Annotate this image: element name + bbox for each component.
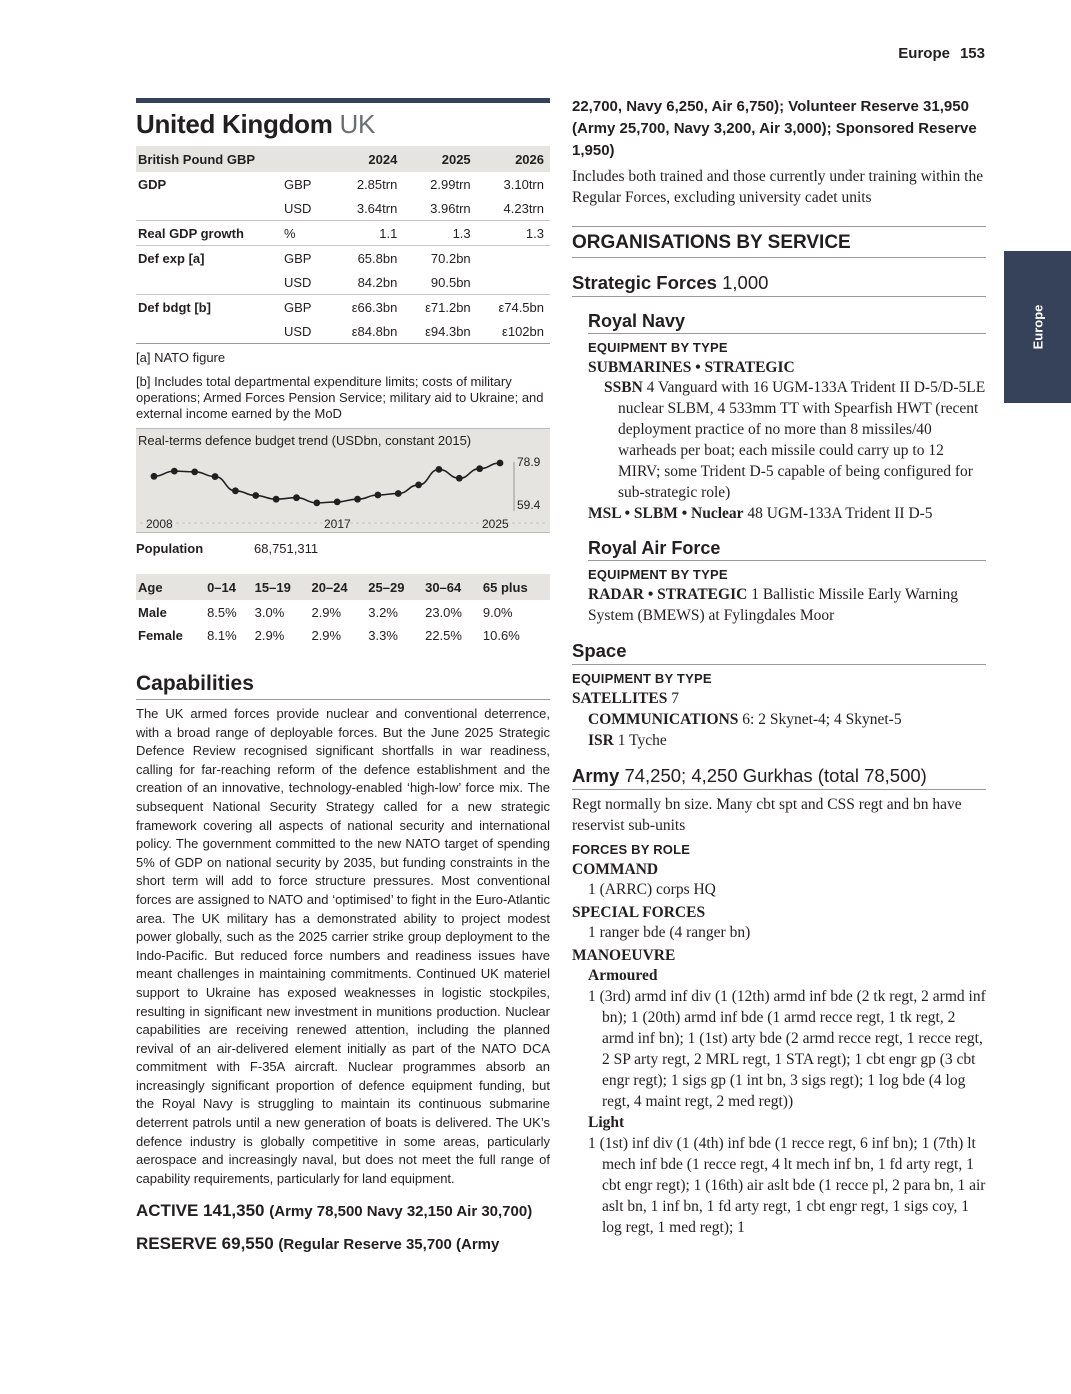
left-column xyxy=(136,98,550,1256)
econ-cell: ε84.8bn xyxy=(330,319,403,344)
royal-navy-section xyxy=(588,311,986,524)
econ-cell: Def bdgt [b] xyxy=(136,295,284,320)
active-personnel xyxy=(136,1200,550,1223)
active-label: ACTIVE 141,350 xyxy=(136,1201,265,1221)
age-cell: 2.9% xyxy=(311,605,342,620)
light-label: Light xyxy=(588,1114,625,1131)
econ-cell: 1.1 xyxy=(330,221,403,246)
econ-header-cell: 2025 xyxy=(403,146,476,172)
equipment-by-type-label: EQUIPMENT BY TYPE xyxy=(588,567,728,582)
country-code: UK xyxy=(339,109,376,139)
population-value: 68,751,311 xyxy=(254,541,319,556)
manoeuvre-label: MANOEUVRE xyxy=(572,947,676,964)
econ-cell: ε74.5bn xyxy=(477,295,550,320)
note-b: [b] Includes total departmental expenditure limits; costs of military operations; Armed Forces Pension Service; military aid to Ukraine; and external income earned by the MoD xyxy=(136,374,544,421)
econ-cell: 3.96trn xyxy=(430,200,471,216)
age-cell: 3.3% xyxy=(368,628,398,643)
data-point xyxy=(151,473,158,480)
econ-cell: 84.2bn xyxy=(357,274,398,290)
msl-label: MSL • SLBM • Nuclear xyxy=(588,505,744,522)
economic-table xyxy=(136,146,550,344)
data-point xyxy=(456,475,463,482)
econ-cell: Def exp [a] xyxy=(136,246,284,271)
econ-cell: ε102bn xyxy=(477,319,550,344)
econ-row xyxy=(136,172,550,196)
data-point xyxy=(191,468,198,475)
age-cell: 3.0% xyxy=(254,605,285,620)
econ-cell: ε71.2bn xyxy=(403,295,476,320)
satellites-entry xyxy=(572,688,986,709)
age-header-cell: Age xyxy=(136,574,205,600)
econ-cell: 1.3 xyxy=(403,221,476,246)
command-label: COMMAND xyxy=(572,861,659,878)
army-title: Army xyxy=(572,765,620,786)
econ-row xyxy=(136,319,550,344)
data-point xyxy=(436,466,443,473)
econ-cell: 2.85trn xyxy=(356,176,398,192)
population-line xyxy=(136,541,550,556)
running-header xyxy=(898,45,985,62)
equipment-by-type-label: EQUIPMENT BY TYPE xyxy=(588,340,728,355)
age-row xyxy=(136,623,550,646)
data-point xyxy=(395,490,402,497)
communications-entry xyxy=(572,709,986,730)
age-row xyxy=(136,600,550,623)
forces-by-role-label: FORCES BY ROLE xyxy=(572,842,691,857)
communications-text: 6: 2 Skynet-4; 4 Skynet-5 xyxy=(742,711,902,728)
econ-cell: % xyxy=(284,221,330,246)
data-point xyxy=(497,460,504,467)
econ-cell: 1.3 xyxy=(477,221,550,246)
econ-header-cell: British Pound GBP xyxy=(136,146,284,172)
econ-cell: 70.2bn xyxy=(403,246,476,271)
age-cell: 23.0% xyxy=(425,605,462,620)
equipment-by-type-label: EQUIPMENT BY TYPE xyxy=(572,671,712,686)
econ-cell: 90.5bn xyxy=(430,274,471,290)
econ-cell: GBP xyxy=(284,246,330,271)
reserve-label: RESERVE 69,550 xyxy=(136,1234,274,1254)
econ-row xyxy=(136,295,550,320)
strategic-forces-title: Strategic Forces xyxy=(572,272,717,293)
econ-cell xyxy=(477,270,550,295)
training-note: Includes both trained and those currently under training within the Regular Forces, excluding university cadet units xyxy=(572,168,984,206)
age-header-cell: 30–64 xyxy=(423,574,481,600)
submarines-category: SUBMARINES • STRATEGIC xyxy=(588,359,795,376)
data-point xyxy=(273,496,280,503)
country-title xyxy=(136,109,550,140)
econ-cell: USD xyxy=(284,274,312,290)
page-number: 153 xyxy=(959,45,985,62)
age-cell: 8.5% xyxy=(207,605,237,620)
budget-trend-chart xyxy=(136,428,550,533)
econ-header-cell: 2024 xyxy=(330,146,403,172)
econ-cell: ε94.3bn xyxy=(403,319,476,344)
age-header-cell: 20–24 xyxy=(309,574,366,600)
organisations-heading: ORGANISATIONS BY SERVICE xyxy=(572,226,986,258)
age-table xyxy=(136,574,550,646)
econ-row xyxy=(136,221,550,246)
special-forces-label: SPECIAL FORCES xyxy=(572,904,706,921)
special-forces-text: 1 ranger bde (4 ranger bn) xyxy=(588,924,751,941)
econ-row xyxy=(136,270,550,295)
strategic-forces-heading xyxy=(572,272,986,297)
econ-cell xyxy=(136,319,284,344)
econ-cell: Real GDP growth xyxy=(136,221,284,246)
econ-cell: GDP xyxy=(138,176,167,192)
age-header-cell: 0–14 xyxy=(205,574,253,600)
army-count: 74,250; 4,250 Gurkhas (total 78,500) xyxy=(624,765,927,786)
age-cell: 10.6% xyxy=(482,628,520,643)
econ-cell: ε66.3bn xyxy=(330,295,403,320)
econ-cell xyxy=(136,270,284,295)
data-point xyxy=(354,496,361,503)
light-text: 1 (1st) inf div (1 (4th) inf bde (1 recce regt, 6 inf bn); 1 (7th) lt mech inf bde (1 recce regt, 4 lt mech inf bn, 1 fd arty regt, 1 cbt engr regt); 1 (16th) air aslt bde (1 recce pl, 2 para bn, 1 air aslt bn, 1 inf bn, 1 fd arty regt, 1 cbt engr regt, 1 sigs coy, 1 log regt, 1 med regt); 1 xyxy=(588,1135,986,1236)
x-tick-label: 2017 xyxy=(324,517,351,531)
population-label: Population xyxy=(136,541,204,556)
econ-cell xyxy=(477,246,550,271)
data-point xyxy=(476,465,483,472)
econ-cell xyxy=(136,196,284,221)
space-heading: Space xyxy=(572,640,986,665)
isr-label: ISR xyxy=(588,732,614,749)
msl-text: 48 UGM-133A Trident II D-5 xyxy=(747,505,933,522)
strategic-forces-count: 1,000 xyxy=(722,272,769,293)
data-point xyxy=(334,498,341,505)
econ-row xyxy=(136,246,550,271)
data-point xyxy=(252,492,259,499)
econ-cell: 3.64trn xyxy=(356,200,398,216)
econ-cell: USD xyxy=(284,200,312,216)
active-detail: (Army 78,500 Navy 32,150 Air 30,700) xyxy=(269,1203,533,1221)
data-point xyxy=(212,473,219,480)
command-text: 1 (ARRC) corps HQ xyxy=(588,881,716,898)
age-cell: 9.0% xyxy=(482,605,513,620)
data-point xyxy=(374,492,381,499)
royal-air-force-section xyxy=(588,538,986,626)
armoured-text: 1 (3rd) armd inf div (1 (12th) armd inf bde (2 tk regt, 2 armd inf bn); 1 (20th) armd inf bde (1 armd recce regt, 1 tk regt, 2 armd inf bn); 1 (1st) arty bde (2 armd recce regt, 1 recce regt, 2 SP arty regt, 2 MRL regt, 1 STA regt); 1 cbt engr gp (3 cbt engr regt); 1 sigs gp (1 int bn, 3 sigs regt); 1 log bde (4 log regt, 4 maint regt, 2 med regt)) xyxy=(588,988,986,1110)
armoured-label: Armoured xyxy=(588,967,658,984)
age-cell: 2.9% xyxy=(254,628,285,643)
age-cell: 22.5% xyxy=(425,628,462,643)
age-cell: Male xyxy=(138,605,167,620)
side-tab xyxy=(1004,251,1071,403)
capabilities-heading: Capabilities xyxy=(136,672,550,700)
econ-cell: 2.99trn xyxy=(430,176,471,192)
econ-cell: USD xyxy=(284,319,330,344)
country-name: United Kingdom xyxy=(136,109,333,139)
reserve-continuation: 22,700, Navy 6,250, Air 6,750); Volunteer Reserve 31,950 (Army 25,700, Navy 3,200, Air 3,000); Sponsored Reserve 1,950) xyxy=(572,98,977,159)
note-a: [a] NATO figure xyxy=(136,350,226,365)
econ-cell: GBP xyxy=(284,176,312,192)
ssbn-text: 4 Vanguard with 16 UGM-133A Trident II D-5/D-5LE nuclear SLBM, 4 533mm TT with Spearfish HWT (recent deployment practice of no more than 8 missiles/40 warheads per boat; each missile could carry up to 12 MIRV; some Trident D-5 capable of being configured for sub-strategic role) xyxy=(618,379,986,501)
isr-text: 1 Tyche xyxy=(617,732,667,749)
right-column xyxy=(572,96,986,1238)
age-cell: 2.9% xyxy=(311,628,342,643)
age-header-row xyxy=(136,574,550,600)
age-cell: 3.2% xyxy=(368,605,398,620)
age-header-cell: 15–19 xyxy=(253,574,310,600)
radar-entry xyxy=(588,584,986,626)
x-tick-label: 2025 xyxy=(482,517,509,531)
max-value-label: 78.9 xyxy=(517,455,541,469)
radar-label: RADAR • STRATEGIC xyxy=(588,586,748,603)
age-header-cell: 25–29 xyxy=(366,574,423,600)
econ-cell: GBP xyxy=(284,295,330,320)
title-rule xyxy=(136,98,550,103)
reserve-detail-start: (Regular Reserve 35,700 (Army xyxy=(278,1236,500,1254)
capabilities-text: The UK armed forces provide nuclear and conventional deterrence, with a broad range of deployable forces. But the June 2025 Strategic Defence Review recognised significant shortfalls in war readiness, calling for far-reaching reform of the defence establishment and the creation of an innovative, technology-enabled ‘high-low’ force mix. The subsequent National Security Strategy called for a new strategic framework covering all aspects of national security and international policy. The government committed to the new NATO target of spending 5% of GDP on national security by 2035, but funding constraints in the short term will add to force structure pressures. Most conventional forces are assigned to NATO and ‘optimised’ to fight in the Euro-Atlantic area. The UK military has a demonstrated ability to project modest power globally, such as the 2025 carrier strike group deployment to the Indo-Pacific. But reduced force numbers and readiness issues have meant challenges in maintaining commitments. Continued UK materiel support to Ukraine has exposed weaknesses in logistic stockpiles, resulting in significant new investment in munitions production. Nuclear capabilities are receiving renewed attention, including the planned revival of an air-delivered element initially as part of the NATO DCA commitment with F-35A aircraft. Nuclear programmes absorb an increasingly significant proportion of defence equipment funding, but the Royal Navy is struggling to maintain its continuous submarine deterrent patrols until a new generation of boats is delivered. The UK’s defence industry is globally competitive in some areas, particularly aerospace and increasingly naval, but does not meet the full range of capability requirements, particularly for land equipment. xyxy=(136,706,550,1186)
age-cell: 8.1% xyxy=(207,628,237,643)
satellites-count: 7 xyxy=(671,690,679,707)
econ-cell: 65.8bn xyxy=(330,246,403,271)
communications-label: COMMUNICATIONS xyxy=(588,711,739,728)
age-header-cell: 65 plus xyxy=(481,574,550,600)
side-tab-label: Europe xyxy=(1030,304,1045,350)
x-tick-label: 2008 xyxy=(146,517,173,531)
econ-header-row xyxy=(136,146,550,172)
army-heading xyxy=(572,765,986,790)
data-point xyxy=(293,494,300,501)
econ-header-cell: 2026 xyxy=(477,146,550,172)
chart-svg xyxy=(136,429,550,532)
isr-entry xyxy=(572,730,986,751)
ssbn-entry xyxy=(588,377,986,503)
ssbn-label: SSBN xyxy=(604,379,643,396)
econ-header-cell xyxy=(284,146,330,172)
data-point xyxy=(415,482,422,489)
econ-cell: 4.23trn xyxy=(503,200,544,216)
econ-cell: 3.10trn xyxy=(503,176,544,192)
running-header-section: Europe xyxy=(898,45,950,62)
data-point xyxy=(232,487,239,494)
radar-text: 1 Ballistic Missile Early Warning System (BMEWS) at Fylingdales Moor xyxy=(588,586,959,624)
satellites-label: SATELLITES xyxy=(572,690,668,707)
econ-row xyxy=(136,196,550,221)
chart-title: Real-terms defence budget trend (USDbn, constant 2015) xyxy=(138,433,472,448)
msl-entry xyxy=(588,503,986,524)
royal-navy-heading: Royal Navy xyxy=(588,311,986,334)
data-point xyxy=(313,499,320,506)
army-intro: Regt normally bn size. Many cbt spt and CSS regt and bn have reservist sub-units xyxy=(572,796,962,834)
age-cell: Female xyxy=(138,628,183,643)
min-value-label: 59.4 xyxy=(517,498,541,512)
data-point xyxy=(171,468,178,475)
trend-line xyxy=(154,463,500,503)
reserve-personnel xyxy=(136,1233,550,1256)
royal-air-force-heading: Royal Air Force xyxy=(588,538,986,561)
